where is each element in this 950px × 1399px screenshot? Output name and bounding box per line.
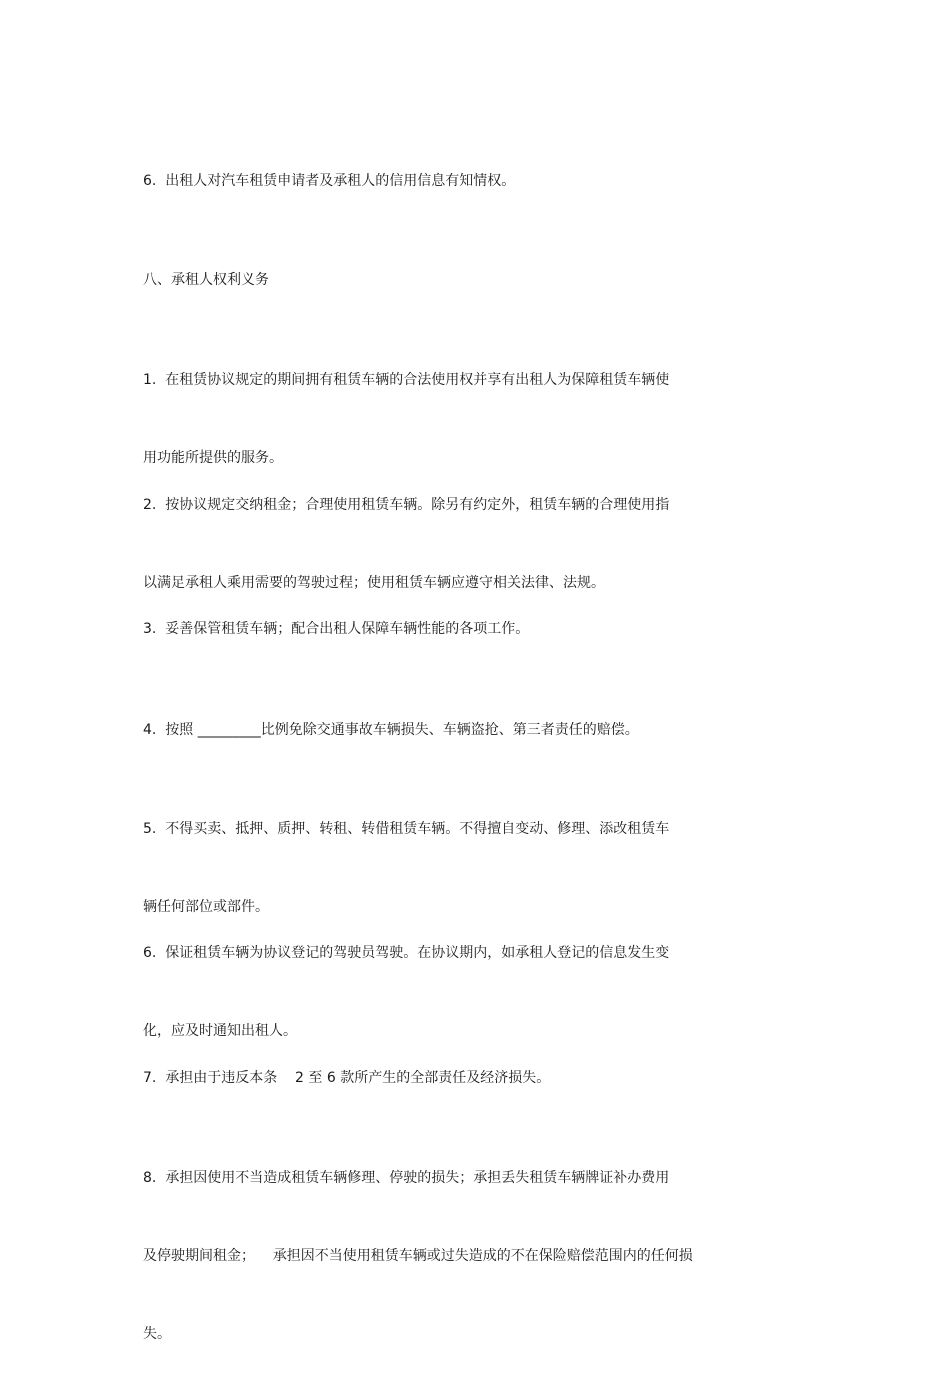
text-line: 8. 承担因使用不当造成租赁车辆修理、停驶的损失；承担丢失租赁车辆牌证补办费用 [143,1170,670,1186]
text-line: 及停驶期间租金； 承担因不当使用租赁车辆或过失造成的不在保险赔偿范围内的任何损 [143,1248,693,1264]
text-line: 6. 出租人对汽车租赁申请者及承租人的信用信息有知情权。 [143,173,516,189]
text-line: 化，应及时通知出租人。 [143,1023,297,1039]
text-line: 辆任何部位或部件。 [143,899,269,915]
text-line: 4. 按照 _________比例免除交通事故车辆损失、车辆盗抢、第三者责任的赔偿。 [143,722,639,738]
lessee-clause-8 [143,1113,763,1399]
text-line: 5. 不得买卖、抵押、质押、转租、转借租赁车辆。不得擅自变动、修理、添改租赁车 [143,821,670,837]
text-line: 以满足承租人乘用需要的驾驶过程；使用租赁车辆应遵守相关法律、法规。 [143,575,605,591]
text-line: 2. 按协议规定交纳租金；合理使用租赁车辆。除另有约定外，租赁车辆的合理使用指 [143,497,670,513]
text-line: 7. 承担由于违反本条 2 至 6 款所产生的全部责任及经济损失。 [143,1070,551,1086]
text-line: 3. 妥善保管租赁车辆；配合出租人保障车辆性能的各项工作。 [143,621,530,637]
heading-text: 八、承租人权利义务 [143,272,269,288]
text-line: 6. 保证租赁车辆为协议登记的驾驶员驾驶。在协议期内，如承租人登记的信息发生变 [143,945,670,961]
text-line: 1. 在租赁协议规定的期间拥有租赁车辆的合法使用权并享有出租人为保障租赁车辆使 [143,372,670,388]
text-line: 用功能所提供的服务。 [143,450,283,466]
text-line: 失。 [143,1326,171,1342]
